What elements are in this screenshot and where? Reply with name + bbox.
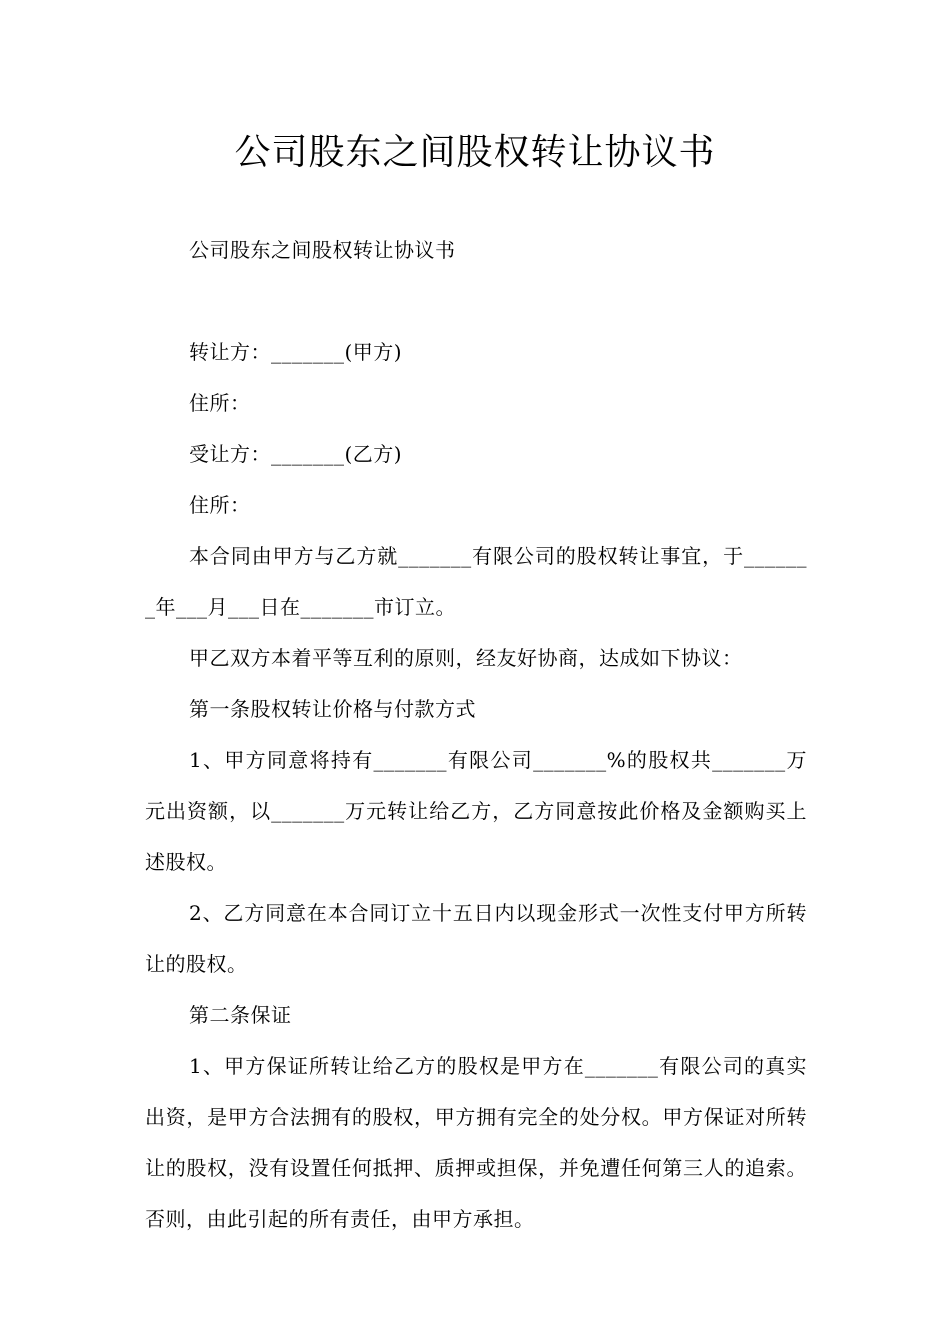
transferee-line: 受让方：_______(乙方) (189, 442, 403, 466)
article-one-heading: 第一条股权转让价格与付款方式 (189, 697, 476, 721)
article-two-clause-1: 1、甲方保证所转让给乙方的股权是甲方在_______有限公司的真实出资，是甲方合法拥有的股权，甲方拥有完全的处分权。甲方保证对所转让的股权，没有设置任何抵押、质押或担保，并免遭任何第三人的追索。否则，由此引起的所有责任，由甲方承担。 (145, 1054, 807, 1231)
blank-line (145, 276, 807, 327)
article-one-clause-2: 2、乙方同意在本合同订立十五日内以现金形式一次性支付甲方所转让的股权。 (145, 901, 807, 976)
transferor-line: 转让方：_______(甲方) (189, 340, 403, 364)
subtitle-paragraph: 公司股东之间股权转让协议书 (189, 238, 456, 262)
document-title: 公司股东之间股权转让协议书 (234, 132, 716, 173)
article-two-heading: 第二条保证 (189, 1003, 292, 1027)
article-one-clause-1: 1、甲方同意将持有_______有限公司_______%的股权共_______万元出资额，以_______万元转让给乙方，乙方同意按此价格及金额购买上述股权。 (145, 748, 807, 874)
contract-intro-paragraph: 本合同由甲方与乙方就_______有限公司的股权转让事宜，于_______年___月___日在_______市订立。 (145, 544, 807, 619)
agreement-principle-paragraph: 甲乙双方本着平等互利的原则，经友好协商，达成如下协议： (189, 646, 743, 670)
document-body (145, 225, 807, 1245)
transferee-address-line: 住所： (189, 493, 251, 517)
transferor-address-line: 住所： (189, 391, 251, 415)
